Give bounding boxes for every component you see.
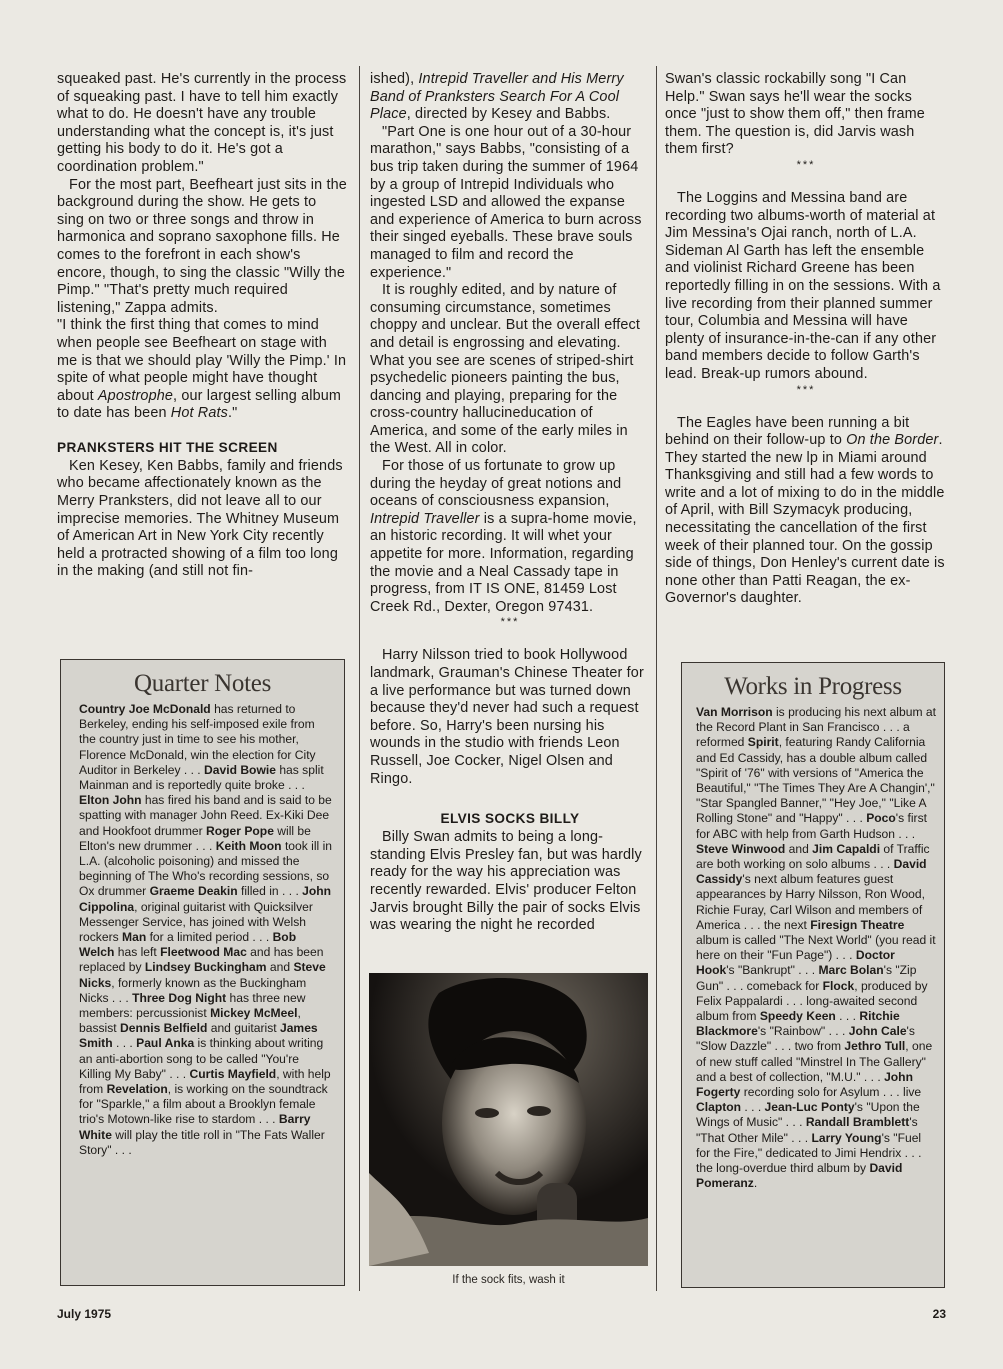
column-rule bbox=[656, 66, 657, 1291]
artist-name: Marc Bolan bbox=[818, 963, 884, 978]
paragraph: ished), Intrepid Traveller and His Merry Band of Pranksters Search For A Cool Place, directed by Kesey and Babbs. bbox=[370, 71, 624, 123]
artist-name: Speedy Keen bbox=[759, 1009, 836, 1024]
note-text: . . . bbox=[741, 1100, 765, 1115]
artist-name: David Pomeranz bbox=[696, 1161, 903, 1191]
quarter-notes-box bbox=[60, 659, 345, 1286]
note-text: and bbox=[266, 960, 294, 975]
works-in-progress-title: Works in Progress bbox=[724, 673, 902, 700]
separator: *** bbox=[500, 616, 520, 629]
artist-name: John Cippolina bbox=[79, 884, 332, 914]
artist-name: Jean-Luc Ponty bbox=[764, 1100, 855, 1115]
note-text: , featuring Randy California and Ed Cassidy, has a double album called "Spirit of '76" with versions of "America the Beautiful," "The Times They Are A Changin'," "Star Spangled Banner," "Hey Joe," "Like A Rolling Stone" and "Happy" . . . bbox=[696, 735, 935, 826]
artist-name: Keith Moon bbox=[215, 838, 282, 853]
column-rule bbox=[359, 66, 360, 1291]
note-text: 's "That Other Mile" . . . bbox=[696, 1115, 918, 1145]
artist-name: Randall Bramblett bbox=[805, 1115, 910, 1130]
note-text: has fired his band and is said to be spatting with manager John Reed. Ex-Kiki Dee and Hookfoot drummer bbox=[79, 793, 332, 838]
artist-name: Van Morrison bbox=[696, 705, 773, 719]
note-text: album is called "The Next World" (you read it here on their "Fun Page") . . . bbox=[696, 933, 936, 963]
artist-name: Poco bbox=[866, 811, 896, 826]
artist-name: Bob Welch bbox=[79, 930, 297, 960]
column-middle bbox=[370, 71, 650, 935]
paragraph: For those of us fortunate to grow up during the heyday of great notions and oceans of consciousness expansion, Intrepid Traveller is a supra-home movie, an historic recording. It will whet your appetite for more. Information, regarding the movie and a Neal Cassady tape in progress, from IT IS ONE, 81459 Lost Creek Rd., Dexter, Oregon 97431. bbox=[370, 458, 637, 615]
note-text: , bassist bbox=[79, 1006, 301, 1036]
note-text: has three new members: percussionist bbox=[79, 990, 306, 1021]
issue-date: July 1975 bbox=[57, 1307, 112, 1321]
paragraph: Ken Kesey, Ken Babbs, family and friends who became affectionately known as the Merry Pranksters, did not leave all to our imprecise memories. The Whitney Museum of American Art in New York City recently held a protracted showing of a film too long in the making (and still not fin- bbox=[57, 457, 343, 580]
works-in-progress-box bbox=[681, 662, 945, 1288]
artist-name: Steve Nicks bbox=[79, 960, 326, 990]
note-text: filled in . . . bbox=[237, 884, 303, 899]
note-text: 's "Bankrupt" . . . bbox=[726, 963, 819, 978]
note-text: , original guitarist with Quicksilver Messenger Service, has joined with Welsh rockers bbox=[79, 899, 313, 945]
artist-name: Flock bbox=[822, 978, 855, 993]
paragraph: It is roughly edited, and by nature of consuming circumstance, sometimes choppy and unclear. But the overall effect and detail is engrossing and elevating. What you see are scenes of striped-shirt psychedelic pioneers painting the bus, dancing and playing, preparing for the cross-country hallucineducation of America, and some of the early miles in the West. All in color. bbox=[370, 282, 641, 457]
artist-name: Larry Young bbox=[811, 1130, 882, 1145]
separator: *** bbox=[796, 158, 816, 171]
paragraph: Billy Swan admits to being a long-standing Elvis Presley fan, but was hardly ready for the way his appreciation was recently rewarded. Elvis' producer Felton Jarvis brought Billy the pair of socks Elvis was wearing the night he recorded bbox=[370, 829, 642, 934]
paragraph: Swan's classic rockabilly song "I Can Help." Swan says he'll wear the socks once "just to show them off," then frame them. The question is, did Jarvis wash them first? bbox=[665, 71, 925, 158]
note-text: and guitarist bbox=[207, 1021, 280, 1036]
artist-name: Graeme Deakin bbox=[149, 884, 238, 899]
note-text: 's "Rainbow" . . . bbox=[757, 1024, 849, 1039]
section-heading: ELVIS SOCKS BILLY bbox=[440, 811, 580, 827]
note-text: . . . bbox=[112, 1036, 137, 1051]
photo-image bbox=[369, 973, 648, 1266]
artist-name: Revelation bbox=[106, 1082, 168, 1097]
separator: *** bbox=[796, 383, 816, 396]
artist-name: Elton John bbox=[79, 793, 142, 808]
note-text: , one of new stuff called "Minstrel In The Gallery" and a best of collection, "M.U." . . . bbox=[696, 1039, 933, 1084]
note-text: . . . bbox=[835, 1009, 860, 1024]
artist-name: Jethro Tull bbox=[844, 1039, 906, 1054]
paragraph: The Eagles have been running a bit behind on their follow-up to On the Border. They started the new lp in Miami around Thanksgiving and still had a few words to write and a lot of mixing to do in the middle of April, with Bill Szymacyk producing, necessitating the cancellation of the first week of their planned tour. On the gossip side of things, Don Henley's current date is none other than Patti Reagan, the ex-Governor's daughter. bbox=[665, 414, 945, 607]
note-text: recording solo for Asylum . . . live bbox=[740, 1085, 922, 1100]
note-text: has split Mainman and is reportedly quite broke . . . bbox=[79, 762, 324, 793]
photo-caption: If the sock fits, wash it bbox=[452, 1274, 565, 1286]
artist-name: Three Dog Night bbox=[132, 990, 227, 1005]
note-text: , is working on the soundtrack for "Sparkle," a film about a Brooklyn female trio's Motown-like rise to stardom . . . bbox=[79, 1082, 328, 1127]
note-text: will be Elton's new drummer . . . bbox=[79, 823, 311, 853]
artist-name: Ritchie Blackmore bbox=[696, 1009, 900, 1039]
note-text: is thinking about writing an anti-abortion song to be called "You're Killing My Baby" . . . bbox=[79, 1036, 324, 1081]
note-text: and bbox=[785, 841, 813, 856]
note-text: 's first for ABC with help from Garth Hudson . . . bbox=[696, 811, 927, 841]
quarter-notes-body bbox=[79, 702, 334, 1158]
artist-name: Fleetwood Mac bbox=[160, 945, 247, 960]
note-text: 's "Upon the Wings of Music" . . . bbox=[696, 1100, 920, 1130]
artist-name: Mickey McMeel bbox=[210, 1006, 298, 1021]
section-heading: PRANKSTERS HIT THE SCREEN bbox=[57, 439, 278, 455]
artist-name: Lindsey Buckingham bbox=[144, 960, 267, 975]
paragraph: "I think the first thing that comes to mind when people see Beefheart on stage with me is that we should play 'Willy the Pimp.' In spite of what people might have thought about Apostrophe, our largest selling album to date has been Hot Rats." bbox=[57, 317, 347, 422]
quarter-notes-title: Quarter Notes bbox=[133, 670, 272, 697]
note-text: . bbox=[753, 1176, 758, 1191]
column-right bbox=[665, 71, 947, 608]
artist-name: Man bbox=[122, 930, 147, 945]
artist-name: Clapton bbox=[696, 1100, 742, 1115]
note-text: , produced by Felix Pappalardi . . . long-awaited second album from bbox=[696, 978, 928, 1024]
artist-name: James Smith bbox=[79, 1021, 318, 1051]
paragraph: The Loggins and Messina band are recording two albums-worth of material at Jim Messina's Ojai ranch, north of L.A. Sideman Al Garth has left the ensemble and violinist Richard Greene has been reportedly filling in on the sessions. With a live recording from their planned summer tour, Columbia and Messina will have plenty of insurance-in-the-can if any other band members decide to follow Garth's lead. Break-up rumors abound. bbox=[665, 189, 941, 382]
artist-name: John Cale bbox=[848, 1024, 907, 1039]
artist-name: Paul Anka bbox=[136, 1036, 195, 1051]
note-text: 's next album features guest appearances by Harry Nilsson, Ron Wood, Richie Furay, Carl Wilson and members of America . . . the next bbox=[696, 872, 925, 932]
note-text: took ill in L.A. (alcoholic poisoning) and missed the beginning of The Who's recording sessions, so Ox drummer bbox=[79, 838, 332, 899]
note-text: will play the title roll in "The Fats Waller Story" . . . bbox=[79, 1127, 325, 1157]
paragraph: Harry Nilsson tried to book Hollywood landmark, Grauman's Chinese Theater for a live performance but was turned down because they'd never had such a request before. So, Harry's been nursing his wounds in the studio with friends Leon Russell, Joe Cocker, Nigel Olsen and Ringo. bbox=[370, 647, 644, 787]
artist-name: Barry White bbox=[79, 1112, 311, 1142]
paragraph: squeaked past. He's currently in the process of squeaking past. I have to tell him exactly what to do. He doesn't have any trouble understanding what the concept is, it's just getting his body to do it. He's got a coordination problem." bbox=[57, 71, 347, 175]
artist-name: Spirit bbox=[747, 735, 779, 750]
note-text: of Traffic are both working on solo albums . . . bbox=[696, 841, 930, 872]
artist-name: John Fogerty bbox=[696, 1069, 913, 1100]
note-text: , with help from bbox=[79, 1066, 331, 1097]
note-text: 's "Fuel for the Fire," dedicated to Jimi Hendrix . . . the long-overdue third album by bbox=[696, 1130, 922, 1176]
column-left bbox=[57, 71, 347, 581]
artist-name: Country Joe McDonald bbox=[79, 702, 211, 716]
page-number: 23 bbox=[932, 1307, 946, 1321]
note-text: has returned to Berkeley, ending his self-imposed exile from the country just in time to see his mother, Florence McDonald, win the election for City Auditor in Berkeley . . . bbox=[79, 702, 316, 777]
artist-name: Steve Winwood bbox=[696, 841, 786, 856]
artist-name: Firesign Theatre bbox=[810, 917, 905, 932]
note-text: is producing his next album at the Record Plant in San Francisco . . . a reformed bbox=[696, 705, 936, 750]
artist-name: Roger Pope bbox=[206, 823, 274, 838]
note-text: 's "Slow Dazzle" . . . two from bbox=[696, 1024, 915, 1054]
photo-billy-swan bbox=[369, 973, 648, 1266]
note-text: , formerly known as the Buckingham Nicks . . . bbox=[79, 975, 307, 1005]
artist-name: Curtis Mayfield bbox=[189, 1066, 277, 1081]
note-text: and has been replaced by bbox=[79, 945, 324, 975]
paragraph: "Part One is one hour out of a 30-hour marathon," says Babbs, "consisting of a bus trip taken during the summer of 1964 by a group of Intrepid Individuals who ingested LSD and allowed the expanse and experience of America to burn across their singed eyeballs. These brave souls managed to film and record the experience." bbox=[370, 123, 642, 281]
works-in-progress-body bbox=[696, 705, 936, 1192]
note-text: for a limited period . . . bbox=[146, 930, 273, 945]
note-text: has left bbox=[114, 945, 161, 960]
artist-name: David Cassidy bbox=[696, 857, 927, 887]
paragraph: For the most part, Beefheart just sits in the background during the show. He gets to sing on two or three songs and throw in harmonica and soprano saxophone fills. He comes to the forefront in each show's encore, though, to sing the classic "Willy the Pimp." "That's pretty much required listening," Zappa admits. bbox=[57, 176, 347, 316]
artist-name: David Bowie bbox=[204, 762, 276, 777]
note-text: 's "Zip Gun" . . . comeback for bbox=[696, 963, 917, 993]
artist-name: Jim Capaldi bbox=[812, 841, 881, 856]
artist-name: Doctor Hook bbox=[696, 948, 895, 978]
artist-name: Dennis Belfield bbox=[120, 1021, 208, 1036]
